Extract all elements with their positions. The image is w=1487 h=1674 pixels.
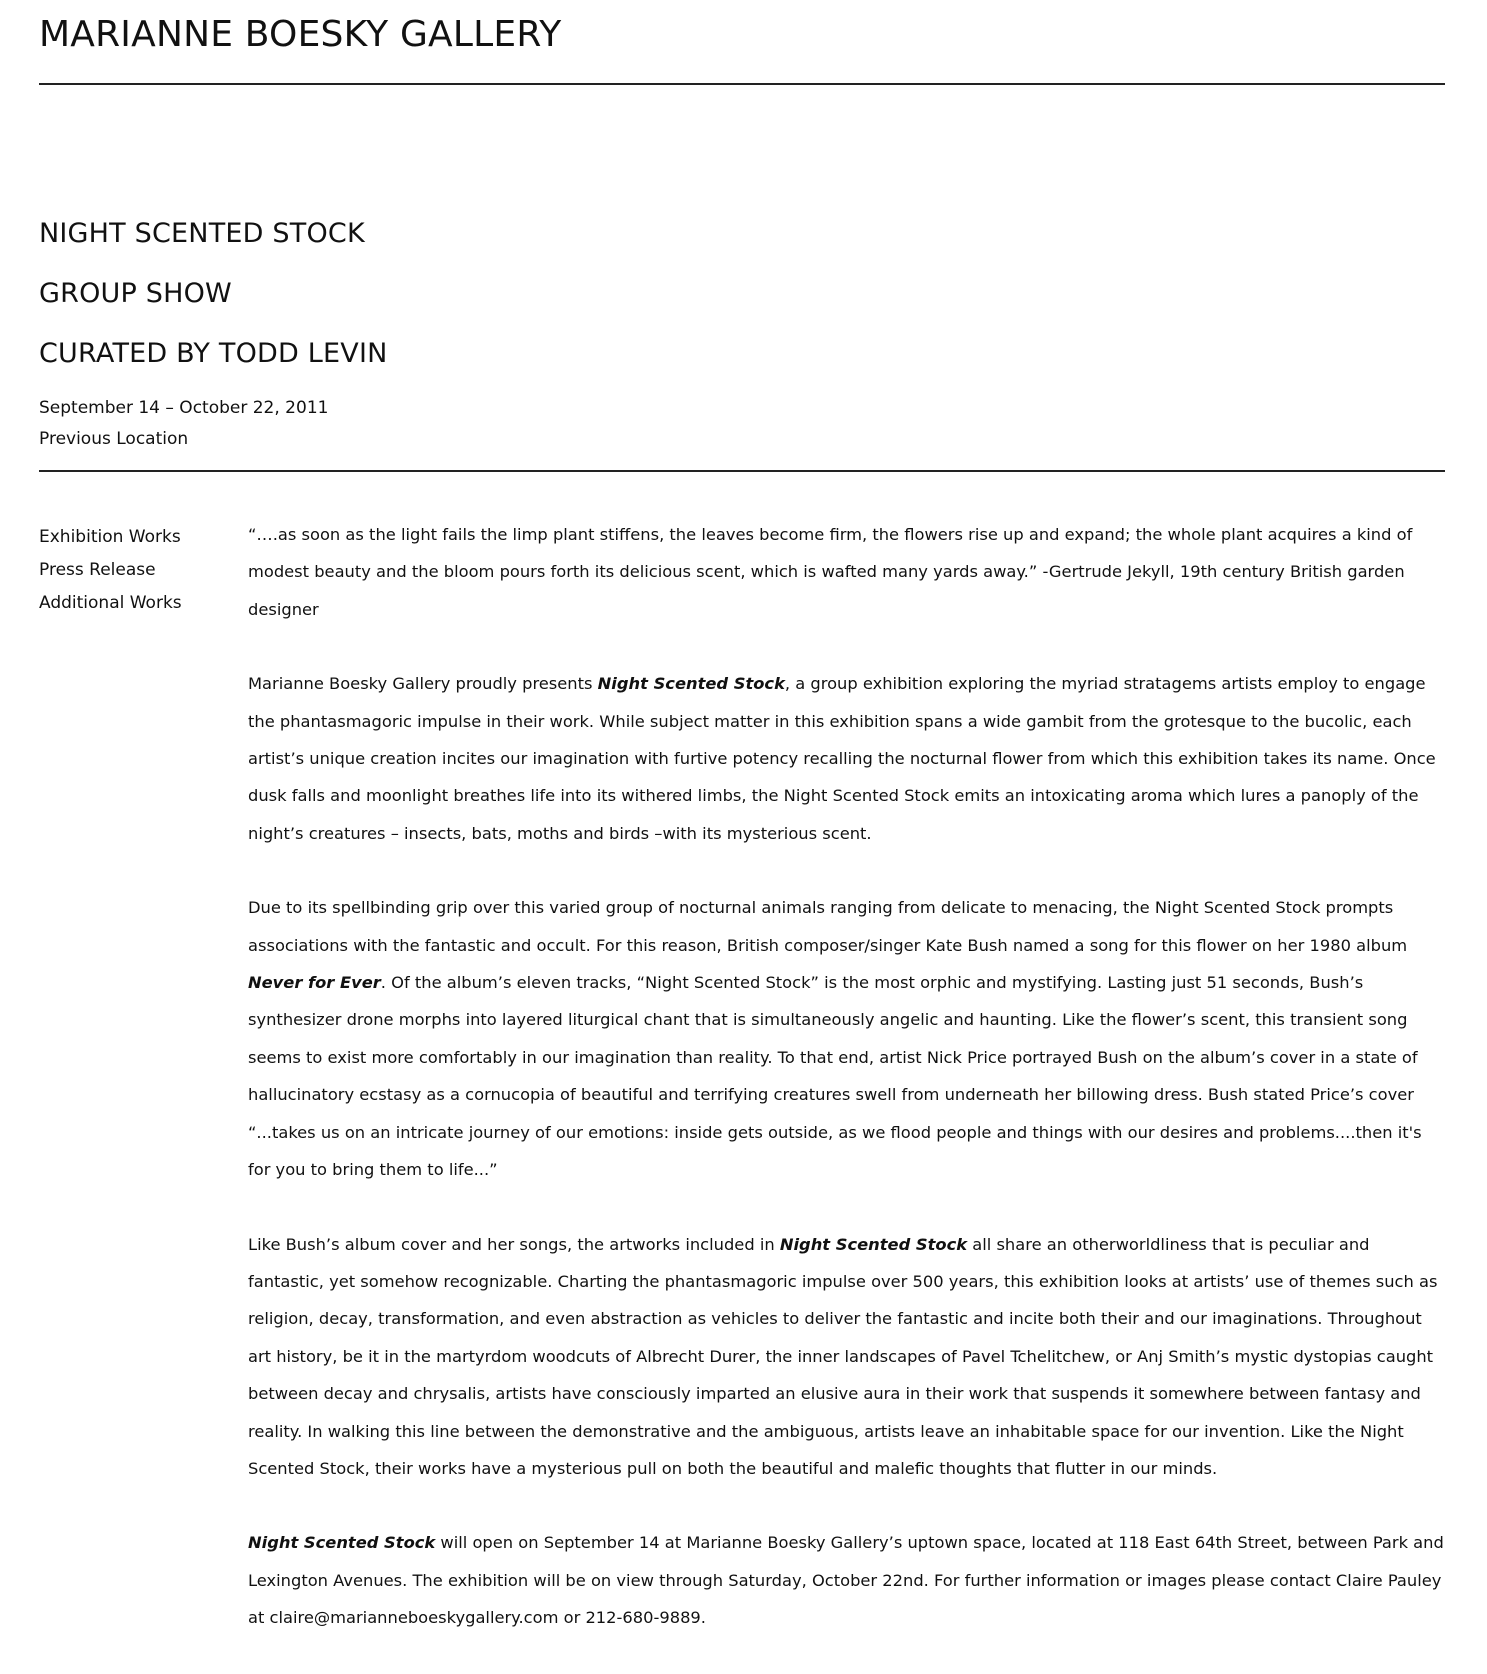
paragraph-text: Marianne Boesky Gallery proudly presents bbox=[248, 674, 598, 694]
paragraph-text: Due to its spellbinding grip over this varied group of nocturnal animals ranging from delicate to menacing, the Night Scented Stock prompts associations with the fantastic and occult. For this reason, British composer/singer Kate Bush named a song for this flower on her 1980 album bbox=[248, 898, 1408, 955]
previous-location-link[interactable]: Previous Location bbox=[39, 429, 189, 449]
press-release-body bbox=[248, 516, 1445, 1674]
paragraph-text: Like Bush’s album cover and her songs, the artworks included in bbox=[248, 1234, 780, 1254]
press-release-paragraph bbox=[248, 665, 1445, 852]
side-nav-additional-works[interactable]: Additional Works bbox=[39, 593, 182, 613]
header-divider bbox=[39, 83, 1445, 85]
exhibition-title-emphasis: Night Scented Stock bbox=[248, 1533, 436, 1553]
exhibition-title: NIGHT SCENTED STOCK bbox=[39, 218, 365, 249]
paragraph-text: , a group exhibition exploring the myriad stratagems artists employ to engage the phantasmagoric impulse in their work. While subject matter in this exhibition spans a wide gambit from the grotesque to the bucolic, each artist’s unique creation incites our imagination with furtive potency recalling the nocturnal flower from which this exhibition takes its name. Once dusk falls and moonlight breathes life into its withered limbs, the Night Scented Stock emits an intoxicating aroma which lures a panoply of the night’s creatures – insects, bats, moths and birds –with its mysterious scent. bbox=[248, 674, 1436, 843]
exhibition-subtitle: GROUP SHOW bbox=[39, 278, 232, 309]
exhibition-curator: CURATED BY TODD LEVIN bbox=[39, 338, 388, 369]
exhibition-title-emphasis: Night Scented Stock bbox=[597, 674, 785, 694]
press-release-paragraph bbox=[248, 1524, 1445, 1636]
exhibition-title-emphasis: Night Scented Stock bbox=[779, 1234, 968, 1254]
exhibition-dates: September 14 – October 22, 2011 bbox=[39, 398, 329, 418]
press-release-quote: “….as soon as the light fails the limp plant stiffens, the leaves become firm, the flowers rise up and expand; the whole plant acquires a kind of modest beauty and the bloom pours forth its delicious scent, which is wafted many yards away.” -Gertrude Jekyll, 19th century British garden designer bbox=[248, 525, 1413, 619]
side-nav-press-release[interactable]: Press Release bbox=[39, 560, 156, 580]
paragraph-text: all share an otherworldliness that is peculiar and fantastic, yet somehow recognizable. Charting the phantasmagoric impulse over 500 years, this exhibition looks at artists’ use of themes such as religion, decay, transformation, and even abstraction as vehicles to deliver the fantastic and incite both their and our imaginations. Throughout art history, be it in the martyrdom woodcuts of Albrecht Durer, the inner landscapes of Pavel Tchelitchew, or Anj Smith’s mystic dystopias caught between decay and chrysalis, artists have consciously imparted an elusive aura in their work that suspends it somewhere between fantasy and reality. In walking this line between the demonstrative and the ambiguous, artists leave an inhabitable space for our invention. Like the Night Scented Stock, their works have a mysterious pull on both the beautiful and malefic thoughts that flutter in our minds. bbox=[248, 1234, 1438, 1478]
section-divider bbox=[39, 470, 1445, 472]
paragraph-text: will open on September 14 at Marianne Boesky Gallery’s uptown space, located at 118 East 64th Street, between Park and Lexington Avenues. The exhibition will be on view through Saturday, October 22nd. For further information or images please contact Claire Pauley at claire@marianneboeskygallery.com or 212-680-9889. bbox=[248, 1533, 1444, 1628]
press-release-paragraph bbox=[248, 889, 1445, 1188]
press-release-paragraph bbox=[248, 1226, 1445, 1488]
paragraph-text: . Of the album’s eleven tracks, “Night Scented Stock” is the most orphic and mystifying. Lasting just 51 seconds, Bush’s synthesizer drone morphs into layered liturgical chant that is simultaneously angelic and haunting. Like the flower’s scent, this transient song seems to exist more comfortably in our imagination than reality. To that end, artist Nick Price portrayed Bush on the album’s cover in a state of hallucinatory ecstasy as a cornucopia of beautiful and terrifying creatures swell from underneath her billowing dress. Bush stated Price’s cover “...takes us on an intricate journey of our emotions: inside gets outside, as we flood people and things with our desires and problems....then it's for you to bring them to life...” bbox=[248, 973, 1422, 1180]
gallery-logo-link[interactable]: MARIANNE BOESKY GALLERY bbox=[39, 14, 562, 55]
album-title-emphasis: Never for Ever bbox=[248, 973, 381, 993]
exhibition-side-nav bbox=[39, 521, 182, 620]
side-nav-exhibition-works[interactable]: Exhibition Works bbox=[39, 527, 181, 547]
